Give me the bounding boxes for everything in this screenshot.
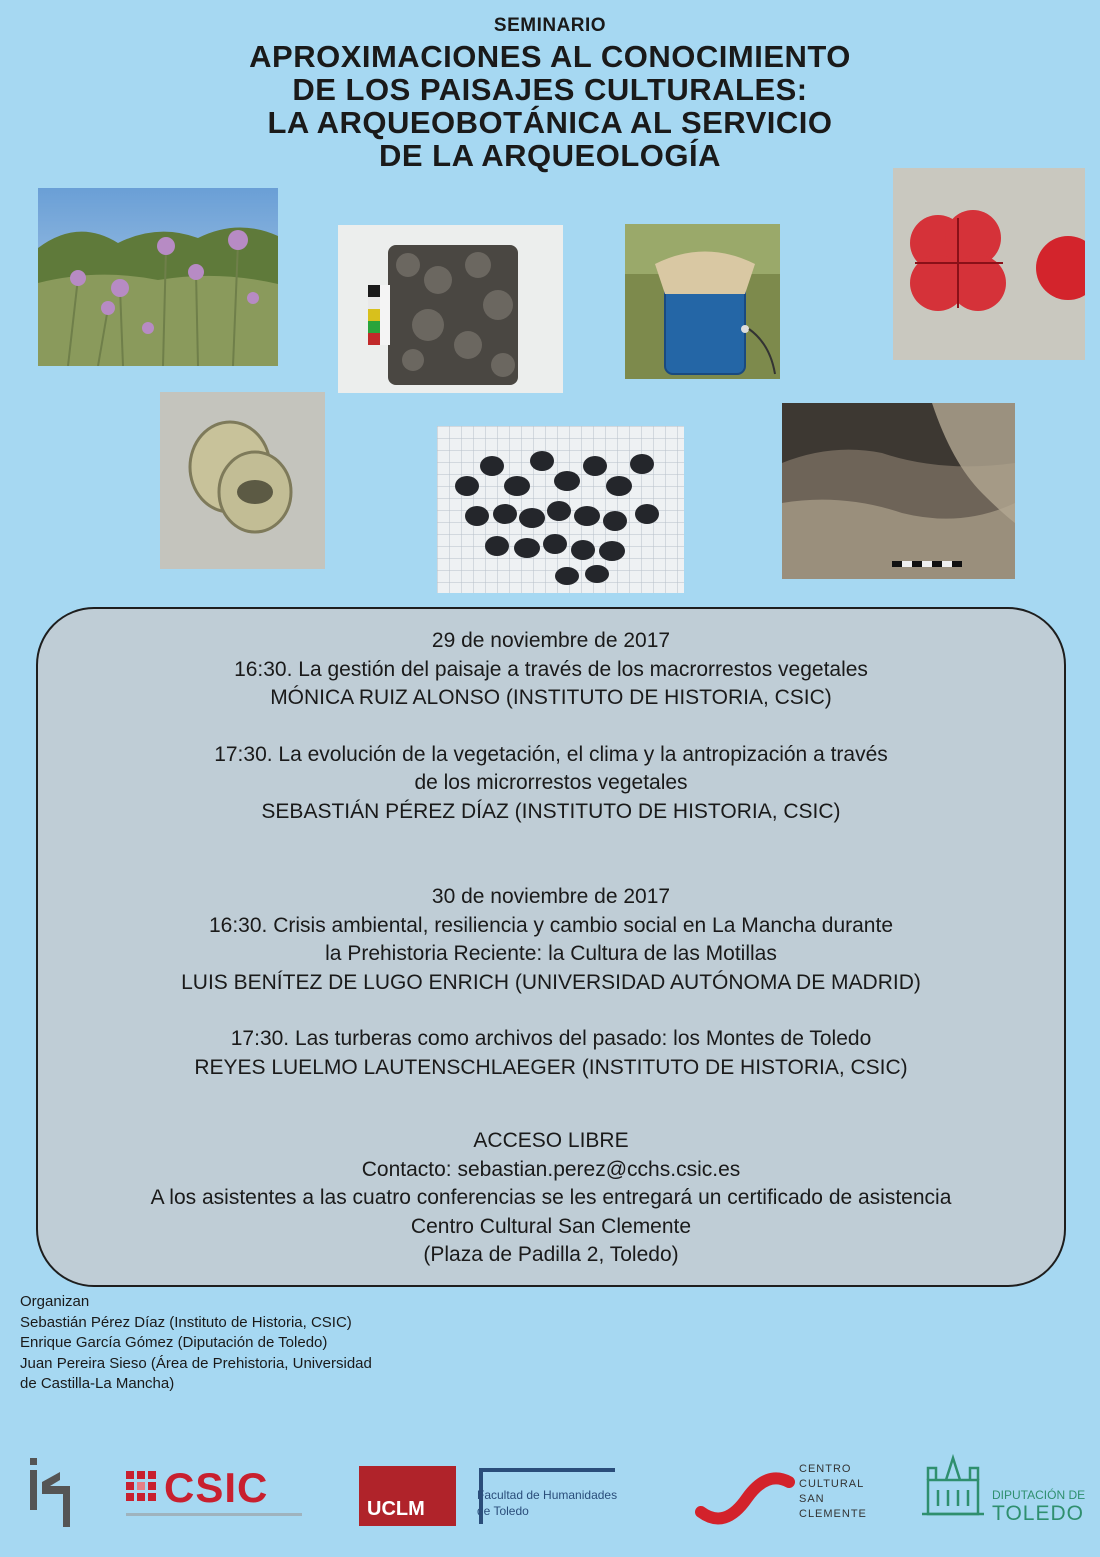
photo-flotation-barrel [625, 224, 780, 379]
diputacion-line2: TOLEDO [992, 1502, 1084, 1525]
diputacion-toledo-logo [918, 1446, 1088, 1531]
contact-line: Contacto: sebastian.perez@cchs.csic.es [361, 1157, 741, 1181]
access-label: ACCESO LIBRE [473, 1129, 629, 1152]
centro-line: CENTRO [799, 1463, 852, 1475]
day2-talk2-title: 17:30. Las turberas como archivos del pasado: los Montes de Toledo [230, 1027, 872, 1050]
title-line: DE LA ARQUEOLOGÍA [378, 138, 722, 173]
photo-charcoal-sample [338, 225, 563, 393]
title-line: LA ARQUEOBOTÁNICA AL SERVICIO [267, 105, 833, 140]
uclm-wordmark: UCLM [367, 1498, 425, 1520]
certificate-note: A los asistentes a las cuatro conferencias se les entregará un certificado de asistencia [150, 1186, 952, 1209]
facultad-line2: de Toledo [477, 1504, 529, 1518]
photo-red-pollen [893, 168, 1085, 360]
day1-talk1-title: 16:30. La gestión del paisaje a través de los macrorrestos vegetales [234, 657, 868, 681]
event-info [38, 1127, 1064, 1270]
day2-date: 30 de noviembre de 2017 [431, 885, 671, 908]
organizer-line: Enrique García Gómez (Diputación de Toledo) [20, 1334, 328, 1351]
day2-talk1-title-cont: la Prehistoria Reciente: la Cultura de las Motillas [325, 942, 777, 965]
venue-address: (Plaza de Padilla 2, Toledo) [423, 1243, 679, 1266]
day1-talk2-title: 17:30. La evolución de la vegetación, el clima y la antropización a través [214, 742, 888, 766]
instituto-historia-logo [20, 1452, 82, 1532]
organizers [20, 1292, 460, 1395]
poster-header [0, 14, 1100, 172]
organizers-heading: Organizan [20, 1293, 90, 1310]
photo-microscope-cell [160, 392, 325, 569]
seminar-label: SEMINARIO [493, 15, 607, 36]
day1-date: 29 de noviembre de 2017 [431, 629, 671, 652]
csic-wordmark: CSIC [164, 1464, 269, 1511]
alcazar-building-icon [918, 1450, 988, 1522]
csic-logo [124, 1465, 304, 1523]
day2-talk1-title: 16:30. Crisis ambiental, resiliencia y cambio social en La Mancha durante [208, 913, 894, 937]
title-line: DE LOS PAISAJES CULTURALES: [292, 72, 808, 107]
day2-session [38, 883, 1064, 1082]
day1-session [38, 627, 1064, 826]
centro-line: CLEMENTE [799, 1508, 867, 1520]
san-clemente-s-icon [695, 1460, 795, 1532]
csic-subtitle-rule [126, 1513, 302, 1516]
centro-cultural-logo [695, 1460, 890, 1532]
centro-line: SAN [799, 1493, 825, 1505]
centro-line: CULTURAL [799, 1478, 865, 1490]
facultad-line1: Facultad de Humanidades [477, 1488, 618, 1502]
program-box [36, 607, 1066, 1287]
day2-talk1-speaker: LUIS BENÍTEZ DE LUGO ENRICH (UNIVERSIDAD AUTÓNOMA DE MADRID) [181, 970, 921, 994]
venue-name: Centro Cultural San Clemente [410, 1214, 692, 1238]
centro-cultural-text [799, 1462, 867, 1522]
uclm-logo [359, 1466, 456, 1526]
day1-talk1-speaker: MÓNICA RUIZ ALONSO (INSTITUTO DE HISTORIA, CSIC) [270, 686, 832, 709]
organizer-line: Juan Pereira Sieso (Área de Prehistoria, Universidad [20, 1354, 372, 1372]
title-line: APROXIMACIONES AL CONOCIMIENTO [249, 39, 851, 74]
photo-thistle-field [38, 188, 278, 366]
organizer-line: Sebastián Pérez Díaz (Instituto de Historia, CSIC) [20, 1313, 352, 1331]
organizer-line: de Castilla-La Mancha) [20, 1375, 175, 1392]
diputacion-line1: DIPUTACIÓN DE [992, 1488, 1086, 1502]
day2-talk2-speaker: REYES LUELMO LAUTENSCHLAEGER (INSTITUTO DE HISTORIA, CSIC) [194, 1055, 908, 1079]
facultad-humanidades-logo [475, 1460, 645, 1530]
csic-emblem-icon [124, 1469, 158, 1505]
photo-peat-profile [782, 403, 1015, 579]
day1-talk2-title-cont: de los microrrestos vegetales [414, 771, 688, 794]
day1-talk2-speaker: SEBASTIÁN PÉREZ DÍAZ (INSTITUTO DE HISTORIA, CSIC) [261, 799, 841, 823]
photo-carbonized-seeds [437, 426, 684, 593]
poster-title [0, 40, 1100, 172]
